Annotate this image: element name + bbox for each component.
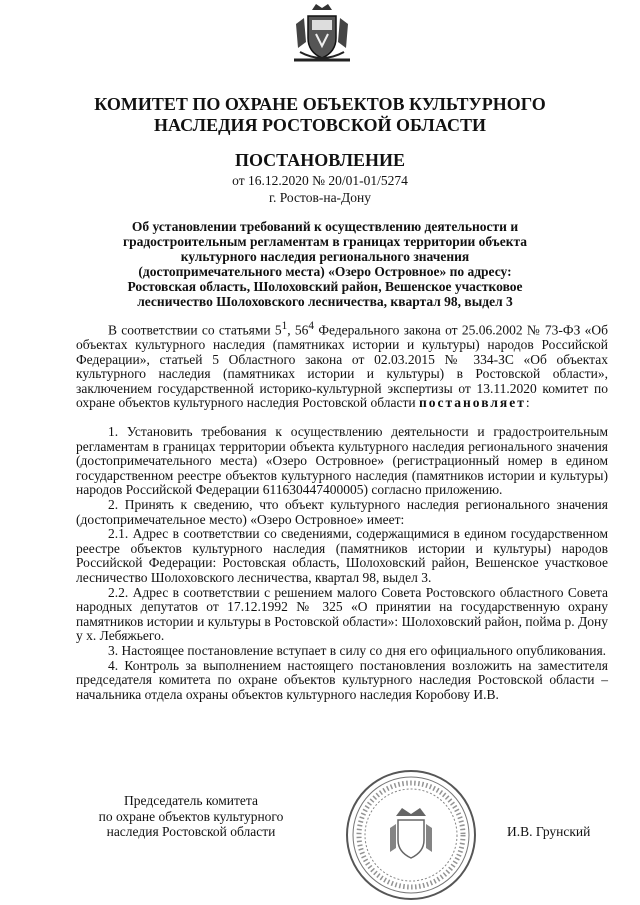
document-type: ПОСТАНОВЛЕНИЕ: [234, 150, 406, 170]
organization-name-line2: НАСЛЕДИЯ РОСТОВСКОЙ ОБЛАСТИ: [154, 115, 486, 135]
decree-word: постановляет: [418, 395, 526, 411]
coat-of-arms-icon: [290, 2, 354, 66]
official-seal-icon: [344, 768, 478, 902]
signatory-name: И.В. Грунский: [507, 824, 591, 839]
paragraph-2-2: 2.2. Адрес в соответствии с решением малого Совета Ростовского областного Совета народных депутатов от 17.12.1992 № 325 «О принятии на государственную охрану памятников истории и культуры в Ростовской области»: Шолоховский район, пойма р. Дону у х. Лебяжьего.: [76, 584, 608, 644]
paragraph-4: 4. Контроль за выполнением настоящего постановления возложить на заместителя председателя комитета по охране объектов культурного наследия Ростовской области – начальника отдела охраны объектов культурного наследия Коробову И.В.: [76, 657, 608, 702]
organization-name: [60, 94, 580, 136]
document-city: г. Ростов-на-Дону: [268, 190, 371, 205]
signatory-position: Председатель комитета по охране объектов культурного наследия Ростовской области: [98, 793, 284, 839]
preamble-paragraph: В соответствии со статьями $5^1$, $56^4$ Федерального закона от 25.06.2002 № 73-ФЗ «Об объектах культурного наследия (памятниках истории и культуры) народов Российской Федерации», статьей 5 Областного закона от 02.03.2015 № 334-ЗС «Об объектах культурного наследия (памятниках истории и культуры) в Ростовской области», заключением государственной историко-культурной экспертизы от 13.11.2020 комитет по охране объектов культурного наследия Ростовской области постановляет:: [76, 320, 608, 411]
paragraph-3: 3. Настоящее постановление вступает в силу со дня его официального опубликования.: [108, 642, 607, 658]
paragraph-2: 2. Принять к сведению, что объект культурного наследия регионального значения (достопримечательное место) «Озеро Островное» имеет:: [76, 497, 608, 527]
document-body: [76, 319, 608, 702]
document-title: Об установлении требований к осуществлению деятельности и градостроительным регламентам в границах территории объекта культурного наследия регионального значения (достопримечательного места) «Озеро Островное» по адресу: Ростовская область, Шолоховский район, Вешенское участковое лесничество Шолоховского лесничества, квартал 98, выдел 3: [122, 219, 528, 309]
document-date-number: от 16.12.2020 № 20/01-01/5274: [232, 173, 408, 188]
paragraph-2-1: 2.1. Адрес в соответствии со сведениями, содержащимися в едином государственном реестре объектов культурного наследия (памятников истории и культуры) народов Российской Федерации: Ростовская область, Шолоховский район, Вешенское участковое лесничество Шолоховского лесничества, квартал 98, выдел 3.: [76, 526, 608, 585]
organization-name-line1: КОМИТЕТ ПО ОХРАНЕ ОБЪЕКТОВ КУЛЬТУРНОГО: [94, 94, 546, 114]
paragraph-1: 1. Установить требования к осуществлению деятельности и градостроительным регламентам в границах территории объекта культурного наследия регионального значения (достопримечательного места) «Озеро Островное» (регистрационный номер в едином государственном реестре объектов культурного наследия (памятников истории и культуры) народов Российской Федерации 611630447400005) согласно приложению.: [76, 424, 608, 498]
